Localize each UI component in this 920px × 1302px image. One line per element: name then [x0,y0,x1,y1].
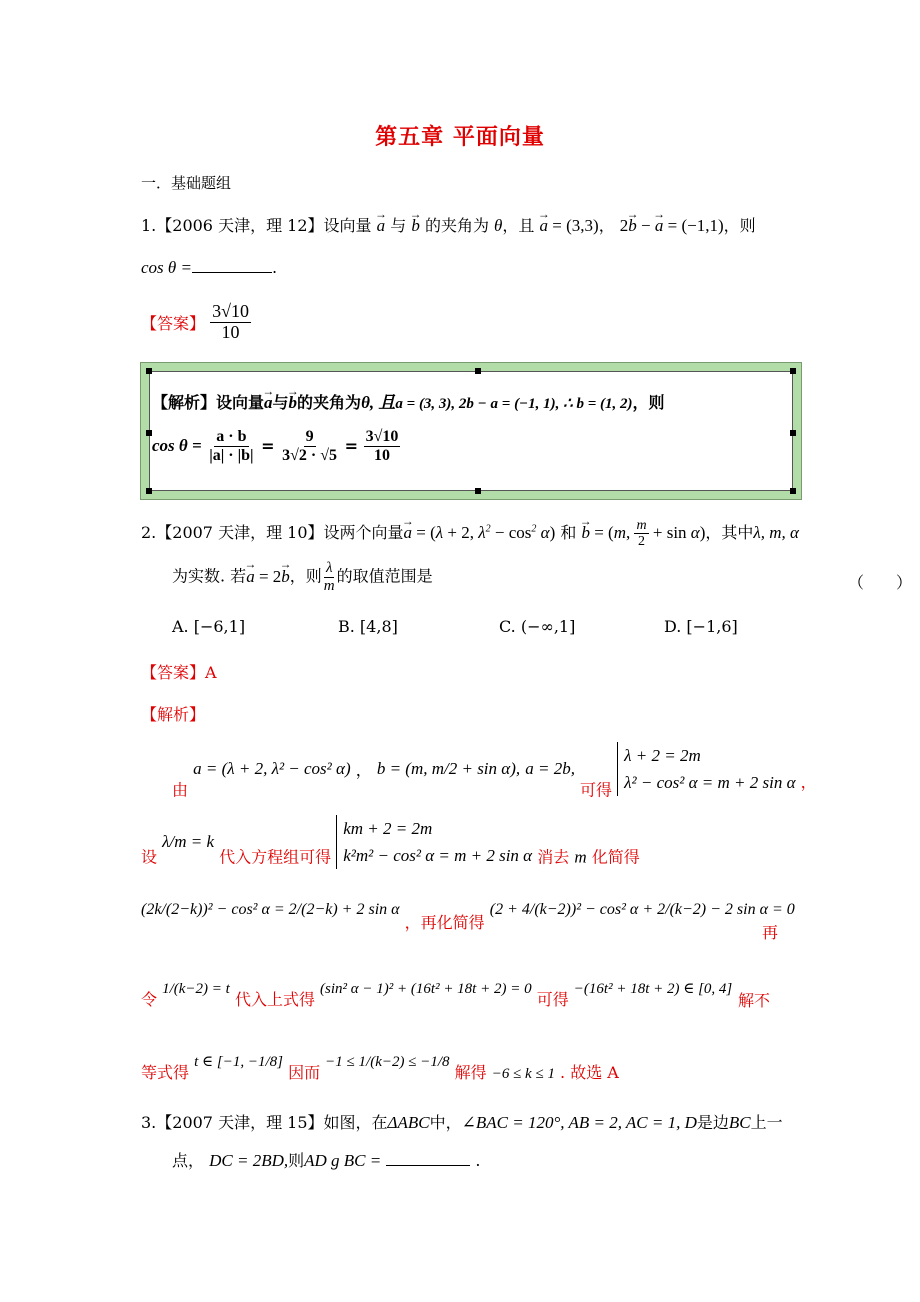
solution-f2-num: 9 [305,428,314,445]
q2-r4-mid: 代入上式得 [234,990,315,1009]
q3-end2: 上一 [750,1113,783,1132]
solution-cos: cos θ = [152,436,202,456]
q2-r2-end2: 化简得 [591,847,640,867]
q1-cos: cos θ = [141,258,192,277]
q1-stem-d: ，且 [502,216,535,235]
q2-line1: 2.【2007 天津，理 10】设两个向量→ a = (λ + 2, $\lambda^2 - \cos^2 \alpha$) 和 → b = (m, $\frac{m}{2}$ + sin α)，其中λ, m, α [141,518,799,550]
q2-line2a: 为实数. 若 [172,566,247,586]
q2-r5-b: 因而 [288,1063,321,1082]
q2-sys1-1: λ + 2 = 2m [624,746,701,765]
q2-line2b: ，则 [289,566,322,586]
q2-r4-kede: 可得 [536,990,569,1009]
q2-r3-mid: ，再化简得 [404,913,485,932]
q2-sol-row3 [141,896,795,932]
q2-options [0,617,920,641]
q2-sol-row2 [141,815,640,869]
solution-t4: θ, 且 [361,393,396,412]
q2-r1-b: b = (m, m/2 + sin α), [376,759,521,779]
solution-image [140,362,802,500]
solution-line1: 【解析】设向量→ a与→ b的夹角为θ, 且a = (3, 3), 2b − a = (−1, 1), ∴ b = (1, 2)，则 [152,388,665,413]
q2-sol-row5 [141,1048,619,1082]
solution-t3: 的夹角为 [297,393,362,412]
q2-r2-end: 消去 [537,847,570,867]
q2-r3-eq1: (2k/(2−k))² − cos² α = 2/(2−k) + 2 sin α [141,901,400,918]
q1-answer [141,302,251,343]
q3-l2d: AD g BC = [304,1151,382,1170]
q2-sol-row1: 由 a = (λ + 2, λ² − cos² α) ， b = (m, m/2 + sin α), a = 2b, 可得 λ + 2 = 2m λ² − cos² α = m + 2 sin α ， [172,742,817,801]
q2-r2-m: m [574,847,587,867]
q2-sol-row4 [141,975,733,1009]
q1-stem-c: 的夹角为 [424,216,489,235]
q2-option-b[interactable]: B. [4,8] [338,617,398,636]
solution-f3-num: 3√10 [365,428,399,445]
q2-analysis-label: 【解析】 [141,705,206,724]
q3-line1 [141,1110,783,1133]
q2-option-c[interactable]: C. (−∞,1] [499,617,576,636]
q2-r2-she: 设 [141,847,158,867]
q1-answer-label: 【答案】 [141,313,206,333]
q2-option-d[interactable]: D. [−1,6] [664,617,738,636]
q2-r5-d: . 故选 A [560,1063,619,1082]
q2-stem1: 设两个向量 [323,522,404,542]
q2-r4-eq: (sin² α − 1)² + (16t² + 18t + 2) = 0 [320,981,532,997]
q2-line2: 为实数. 若→ a = 2→ b，则 $\frac{\lambda}{m}$ 的取值范围是 [172,560,433,594]
q2-r2-mid: 代入方程组可得 [219,847,332,867]
q3-cond: ∠BAC = 120°, AB = 2, AC = 1, D [461,1113,697,1132]
q2-answer: 【答案】A [141,663,217,682]
q2-r5-ineq: −1 ≤ 1/(k−2) ≤ −1/8 [325,1054,450,1070]
solution-label: 【解析】 [152,393,217,412]
q2-r5-t: t ∈ [−1, −1/8] [194,1054,283,1070]
solution-t5: a = (3, 3), 2b − a = (−1, 1), ∴ b = (1, 2) [395,396,633,412]
q2-r1-c: a = 2b, [525,759,575,779]
q3-end: 是边 [696,1113,729,1132]
q2-sys2-2: k²m² − cos² α = m + 2 sin α [343,846,533,866]
solution-t1: 设向量 [216,393,265,412]
solution-f1-num: a · b [216,428,247,445]
page-title: 第五章 平面向量 [375,125,545,150]
q3-stem: 如图，在 [323,1113,388,1132]
q2-stem3: ，其中 [705,522,754,542]
q2-r5-c: 解得 [454,1063,487,1082]
q1-answer-fraction: $\frac{3√10}{10}$ [212,301,249,342]
q2-r5-a: 等式得 [141,1063,190,1082]
q2-source: 2.【2007 天津，理 10】 [141,522,324,542]
q2-r4-t: 1/(k−2) = t [162,981,230,997]
q2-r3-end: 再 [762,923,779,942]
q2-option-a[interactable]: A. [−6,1] [172,617,246,636]
q3-tri: ΔABC [387,1113,430,1132]
q2-sys2-1: km + 2 = 2m [343,819,433,838]
q3-l2c: 则 [288,1151,305,1170]
solution-f3-den: 10 [374,446,390,464]
solution-f1-den: |a| · |b| [209,446,254,464]
q2-r4-end: 解不 [738,991,771,1010]
q3-blank [386,1151,470,1166]
q2-r1-you: 由 [172,780,189,800]
solution-f2-den: 3√2 · √5 [282,446,338,464]
q2-paren: （ ） [848,573,913,592]
q3-l2e: . [475,1151,481,1170]
solution-t6: ，则 [632,393,665,412]
q2-r4-eq2: −(16t² + 18t + 2) ∈ [0, 4] [573,981,733,997]
q2-sys1-2: λ² − cos² α = m + 2 sin α [624,773,796,793]
q1-blank [192,258,272,273]
solution-t2: 与 [272,393,289,412]
q2-line2c: 的取值范围是 [336,566,433,586]
q2-stem2: 和 [560,522,577,542]
q3-l2b: DC = 2BD, [209,1151,289,1170]
q2-stem4: λ, m, α [753,522,799,542]
q2-r1-a: a = (λ + 2, λ² − cos² α) [193,759,351,779]
q3-bc: BC [728,1113,751,1132]
q2-system1 [617,742,795,796]
q1-line2: cos θ = . [141,258,278,277]
q2-r4-ling: 令 [141,990,158,1009]
q3-source: 3.【2007 天津，理 15】 [141,1113,324,1132]
q2-r2-lm: λ/m = k [162,832,214,852]
q1-stem-e: ，则 [723,216,756,235]
q1-stem-b: 与 [390,216,407,235]
q1-line1: 1.【2006 天津，理 12】设向量 → a 与 → b 的夹角为 θ，且 → a = (3,3)， 2→ b − → a = (−1,1)，则 [141,213,756,236]
q3-line2 [172,1148,481,1171]
q2-r1-kede: 可得 [580,780,613,800]
q3-l2a: 点， [172,1151,205,1170]
q1-source: 1.【2006 天津，理 12】 [141,216,324,235]
q2-r3-eq2: (2 + 4/(k−2))² − cos² α + 2/(k−2) − 2 sin α = 0 [489,901,795,918]
q2-r5-k: −6 ≤ k ≤ 1 [491,1066,555,1082]
solution-line2: cos θ = $\frac{a \cdot b}{|a| \cdot |b|}$ = $\frac{9}{3√2 \cdot √5}$ = $\frac{3√10}{10}$ [152,428,399,464]
q1-stem-a: 设向量 [323,216,372,235]
q3-mid: 中， [429,1113,462,1132]
q2-system2 [336,815,532,869]
section-heading: 一．基础题组 [141,174,232,192]
